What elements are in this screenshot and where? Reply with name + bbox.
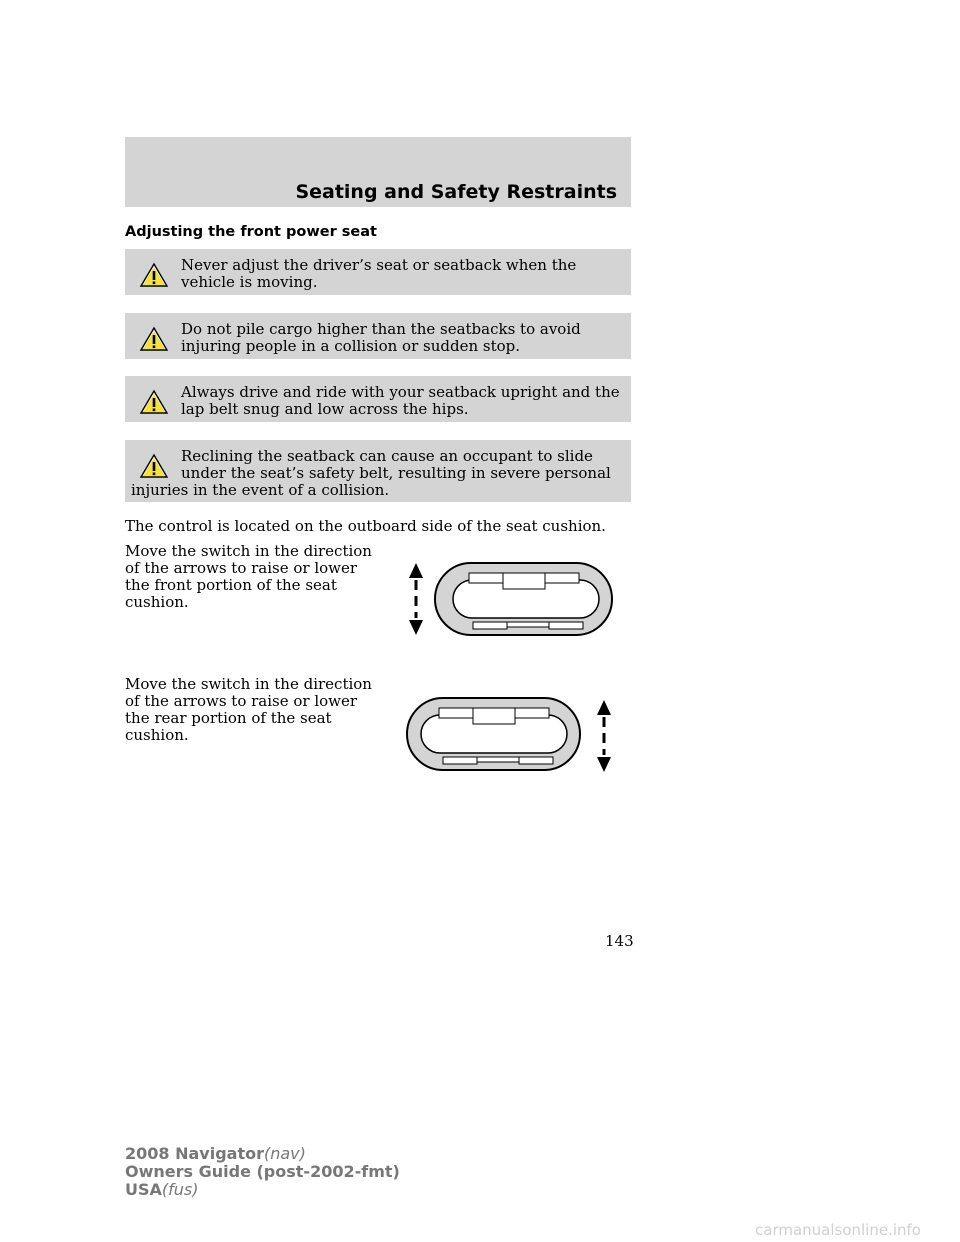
page-header-title: Seating and Safety Restraints xyxy=(295,181,617,203)
rear-instruction-text: Move the switch in the direction of the arrows to raise or lower the rear portion of the seat cushion. xyxy=(125,675,372,744)
page-number: 143 xyxy=(605,932,634,950)
warning-box xyxy=(125,249,631,295)
warning-triangle-icon xyxy=(139,389,169,415)
footer-market: USA xyxy=(125,1180,162,1199)
warning-box xyxy=(125,313,631,359)
footer-line-guide xyxy=(125,1163,400,1181)
footer-market-code: (fus) xyxy=(161,1180,199,1199)
footer-guide: Owners Guide (post-2002-fmt) xyxy=(125,1162,400,1181)
section-title: Adjusting the front power seat xyxy=(125,224,377,240)
warning-triangle-icon xyxy=(139,262,169,288)
footer-model-code: (nav) xyxy=(263,1144,306,1163)
warning-text: Do not pile cargo higher than the seatbacks to avoid injuring people in a collision or sudden stop. xyxy=(181,320,581,355)
seat-switch-front-arrows-icon xyxy=(400,558,620,640)
footer-line-market xyxy=(125,1181,400,1199)
control-location-text: The control is located on the outboard side of the seat cushion. xyxy=(125,517,606,535)
warning-text: Always drive and ride with your seatback upright and the lap belt snug and low across the hips. xyxy=(181,383,620,418)
seat-switch-rear-arrows-icon xyxy=(400,695,620,777)
section-header-band xyxy=(125,137,631,207)
warning-triangle-icon xyxy=(139,453,169,479)
warning-triangle-icon xyxy=(139,326,169,352)
warning-text: Never adjust the driver’s seat or seatback when the vehicle is moving. xyxy=(181,256,577,291)
watermark: carmanualsonline.info xyxy=(755,1221,921,1239)
front-instruction-text: Move the switch in the direction of the arrows to raise or lower the front portion of the seat cushion. xyxy=(125,542,372,611)
warning-text: Reclining the seatback can cause an occupant to slide under the seat’s safety belt, resulting in severe personal injuries in the event of a collision. xyxy=(131,447,611,499)
footer xyxy=(125,1145,400,1199)
warning-box xyxy=(125,376,631,422)
warning-box xyxy=(125,440,631,502)
footer-line-model xyxy=(125,1145,400,1163)
footer-model: 2008 Navigator xyxy=(125,1144,264,1163)
